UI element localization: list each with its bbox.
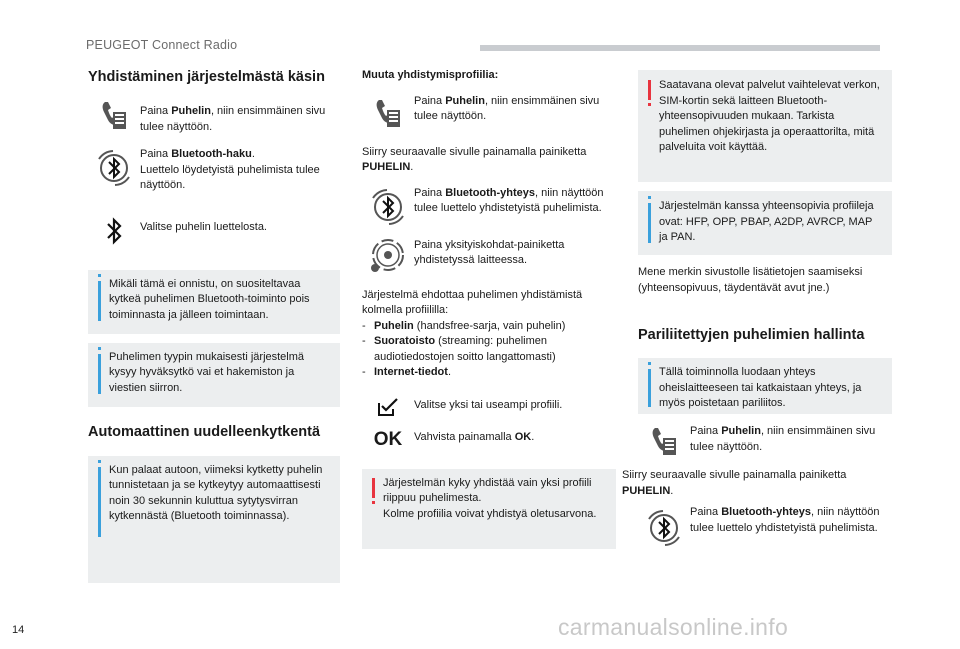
- info-icon: [98, 354, 101, 394]
- info-icon: [648, 203, 651, 243]
- info-box-auto-reconnect-text: Kun palaat autoon, viimeksi kytketty puhelin tunnistetaan ja se kytkeytyy automaattisesti noin 30 sekunnin kuluttua sytytysvirran kytkennästä (Bluetooth toiminnassa).: [109, 463, 323, 522]
- step-phone: [88, 98, 340, 135]
- phone-icon: [638, 424, 690, 458]
- paragraph-profiles: Järjestelmä ehdottaa puhelimen yhdistämistä kolmella profiililla:: [362, 288, 583, 316]
- info-box-pairing-text: Tällä toiminnolla luodaan yhteys oheislaitteeseen tai katkaistaan yhteys, ja myös poistetaan pariliitos.: [659, 366, 862, 409]
- profile-list: [362, 319, 616, 381]
- info-box-bluetooth-reset-text: Mikäli tämä ei onnistu, on suositeltavaa kytkeä puhelimen Bluetooth-toiminto pois toiminnasta ja jälleen toimintaan.: [109, 277, 310, 321]
- info-icon: [648, 369, 651, 407]
- info-box-transfer: [88, 343, 340, 407]
- bluetooth-connection-icon: [362, 186, 414, 228]
- info-icon: [98, 467, 101, 537]
- gear-icon: [362, 234, 414, 276]
- header-title: PEUGEOT Connect Radio: [86, 38, 238, 52]
- step-confirm-text: Vahvista painamalla OK.: [414, 430, 535, 443]
- warning-box-profile: [362, 469, 616, 549]
- heading-paired-phones: Pariliitettyjen puhelimien hallinta: [638, 327, 865, 343]
- list-item: - Puhelin (handsfree-sarja, vain puhelin): [362, 319, 566, 332]
- step-select-profile-text: Valitse yksi tai useampi profiili.: [414, 398, 563, 411]
- column-3: [622, 66, 892, 549]
- info-box-profiles: [638, 191, 892, 255]
- bluetooth-connection-icon: [638, 505, 690, 549]
- warning-box-profile-text: Järjestelmän kyky yhdistää vain yksi profiili riippuu puhelimesta. Kolme profiilia voivat yhdistyä oletusarvona.: [383, 476, 597, 520]
- info-box-transfer-text: Puhelimen tyypin mukaisesti järjestelmä kysyy hyväksytkö vai et hakemiston ja viestien siirron.: [109, 350, 305, 394]
- bluetooth-search-icon: [88, 147, 140, 189]
- step-phone-text: Paina Puhelin, niin ensimmäinen sivu tulee näyttöön.: [690, 425, 876, 453]
- step-bluetooth-search-text: Paina Bluetooth-haku. Luettelo löydetyistä puhelimista tulee näyttöön.: [140, 148, 320, 191]
- heading-manual-connection: Yhdistäminen järjestelmästä käsin: [88, 69, 325, 85]
- phone-icon: [362, 86, 414, 130]
- step-bluetooth-connection: [638, 505, 892, 549]
- step-details: [362, 234, 616, 276]
- column-1: [88, 66, 340, 583]
- step-bluetooth-connection: [362, 186, 616, 228]
- info-icon: [98, 281, 101, 321]
- step-phone-text: Paina Puhelin, niin ensimmäinen sivu tulee näyttöön.: [414, 94, 600, 122]
- warning-icon: [648, 80, 651, 100]
- bluetooth-icon: [88, 216, 140, 246]
- heading-auto-reconnect: Automaattinen uudelleenkytkentä: [88, 423, 321, 440]
- step-details-text: Paina yksityiskohdat-painiketta yhdistetyssä laitteessa.: [414, 238, 565, 266]
- subheading-change-profile: Muuta yhdistymisprofiilia:: [362, 69, 499, 81]
- paragraph-website: Mene merkin sivustolle lisätietojen saamiseksi (yhteensopivuus, täydentävät avut jne.): [638, 266, 863, 294]
- info-box-pairing: [638, 358, 892, 414]
- step-bluetooth-connection-text: Paina Bluetooth-yhteys, niin näyttöön tulee luettelo yhdistetyistä puhelimista.: [690, 506, 880, 534]
- warning-icon: [372, 478, 375, 498]
- page-number: 14: [12, 624, 25, 636]
- paragraph-next-page: Siirry seuraavalle sivulle painamalla painiketta PUHELIN.: [362, 145, 587, 173]
- step-select-phone-text: Valitse puhelin luettelosta.: [140, 220, 267, 233]
- info-box-profiles-text: Järjestelmän kanssa yhteensopivia profiileja ovat: HFP, OPP, PBAP, A2DP, AVRCP, MAP ja PAN.: [659, 200, 874, 243]
- step-select-phone: [88, 216, 340, 246]
- phone-icon: [88, 98, 140, 132]
- info-box-auto-reconnect: [88, 456, 340, 583]
- ok-icon: OK: [373, 428, 403, 450]
- list-item: - Suoratoisto (streaming: puhelimen audiotiedostojen soitto langattomasti): [362, 335, 556, 363]
- step-phone: [638, 424, 892, 458]
- step-phone-text: Paina Puhelin, niin ensimmäinen sivu tulee näyttöön.: [140, 105, 326, 133]
- column-2: [362, 66, 616, 549]
- watermark: carmanualsonline.info: [558, 614, 789, 640]
- step-bluetooth-search: [88, 147, 340, 194]
- step-bluetooth-connection-text: Paina Bluetooth-yhteys, niin näyttöön tulee luettelo yhdistetyistä puhelimista.: [414, 186, 604, 214]
- info-box-bluetooth-reset: [88, 270, 340, 334]
- list-item: - Internet-tiedot.: [362, 366, 452, 378]
- step-confirm: [362, 429, 616, 451]
- checkbox-icon: [362, 397, 414, 417]
- step-select-profile: [362, 397, 616, 417]
- paragraph-next-page: Siirry seuraavalle sivulle painamalla painiketta PUHELIN.: [622, 469, 847, 497]
- warning-box-services-text: Saatavana olevat palvelut vaihtelevat verkon, SIM-kortin sekä laitteen Bluetooth-yhteensopivuuden mukaan. Tarkista puhelimen ohjekirjasta ja operaattorilta, mitä palveluita voit käyttää.: [659, 79, 880, 153]
- header-bar: [480, 45, 880, 51]
- warning-box-services: [638, 70, 892, 182]
- step-phone: [362, 86, 616, 130]
